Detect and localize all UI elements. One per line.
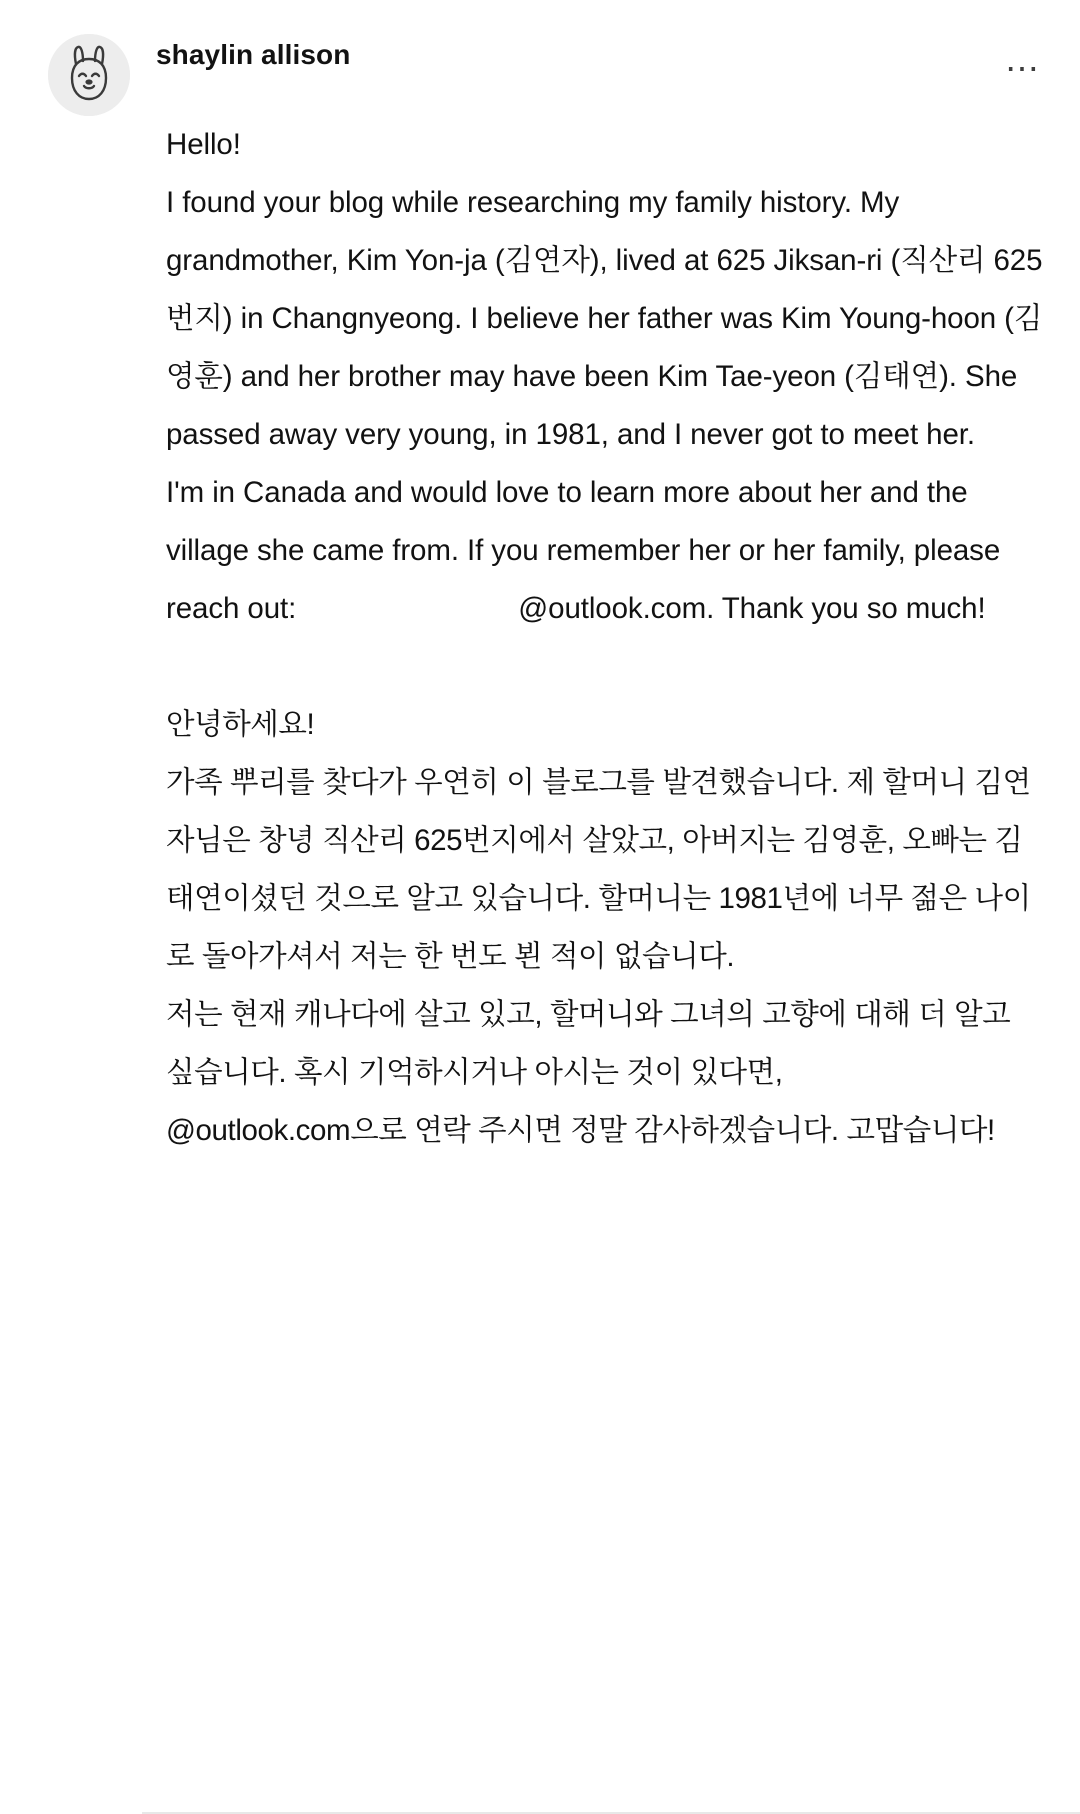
comment-username[interactable]: shaylin allison: [156, 39, 351, 70]
comment-paragraph-ko-2-tail: @outlook.com으로 연락 주시면 정말 감사하겠습니다. 고맙습니다!: [166, 1114, 995, 1147]
ellipsis-horizontal-icon[interactable]: ⋯: [1005, 50, 1041, 88]
comment-paragraph-en-2: [166, 464, 1046, 638]
avatar[interactable]: [48, 34, 130, 116]
paragraph-spacer: [166, 638, 1046, 696]
comment-paragraph-en-2-tail: @outlook.com. Thank you so much!: [518, 592, 986, 625]
comment-header-main: [130, 34, 1052, 71]
rabbit-face-avatar-icon: [48, 34, 130, 116]
redacted-email-ko: [790, 1058, 1000, 1084]
comment-header: [0, 34, 1080, 116]
comment-body: [0, 116, 1080, 1160]
comment-paragraph-en-1: I found your blog while researching my family history. My grandmother, Kim Yon-ja (김연자), lived at 625 Jiksan-ri (직산리 625번지) in Changnyeong. I believe her father was Kim Young-hoon (김영훈) and her brother may have been Kim Tae-yeon (김태연). She passed away very young, in 1981, and I never got to meet her.: [166, 186, 1043, 451]
comment-greeting-ko: 안녕하세요!: [166, 708, 315, 741]
comment-paragraph-ko-2-text: 저는 현재 캐나다에 살고 있고, 할머니와 그녀의 고향에 대해 더 알고 싶습니다. 혹시 기억하시거나 아시는 것이 있다면,: [166, 998, 1019, 1089]
comment-paragraph-ko-1: 가족 뿌리를 찾다가 우연히 이 블로그를 발견했습니다. 제 할머니 김연자님은 창녕 직산리 625번지에서 살았고, 아버지는 김영훈, 오빠는 김태연이셨던 것으로 알고 있습니다. 할머니는 1981년에 너무 젊은 나이로 돌아가셔서 저는 한 번도 뵌 적이 없습니다.: [166, 766, 1031, 973]
comment-greeting-en: Hello!: [166, 128, 241, 161]
redacted-email-en: [304, 594, 518, 620]
comment-paragraph-ko-2: [166, 986, 1046, 1160]
comment-paragraph-en-2-text: I'm in Canada and would love to learn more about her and the village she came from. If you remember her or her family, please reach out:: [166, 476, 1009, 625]
